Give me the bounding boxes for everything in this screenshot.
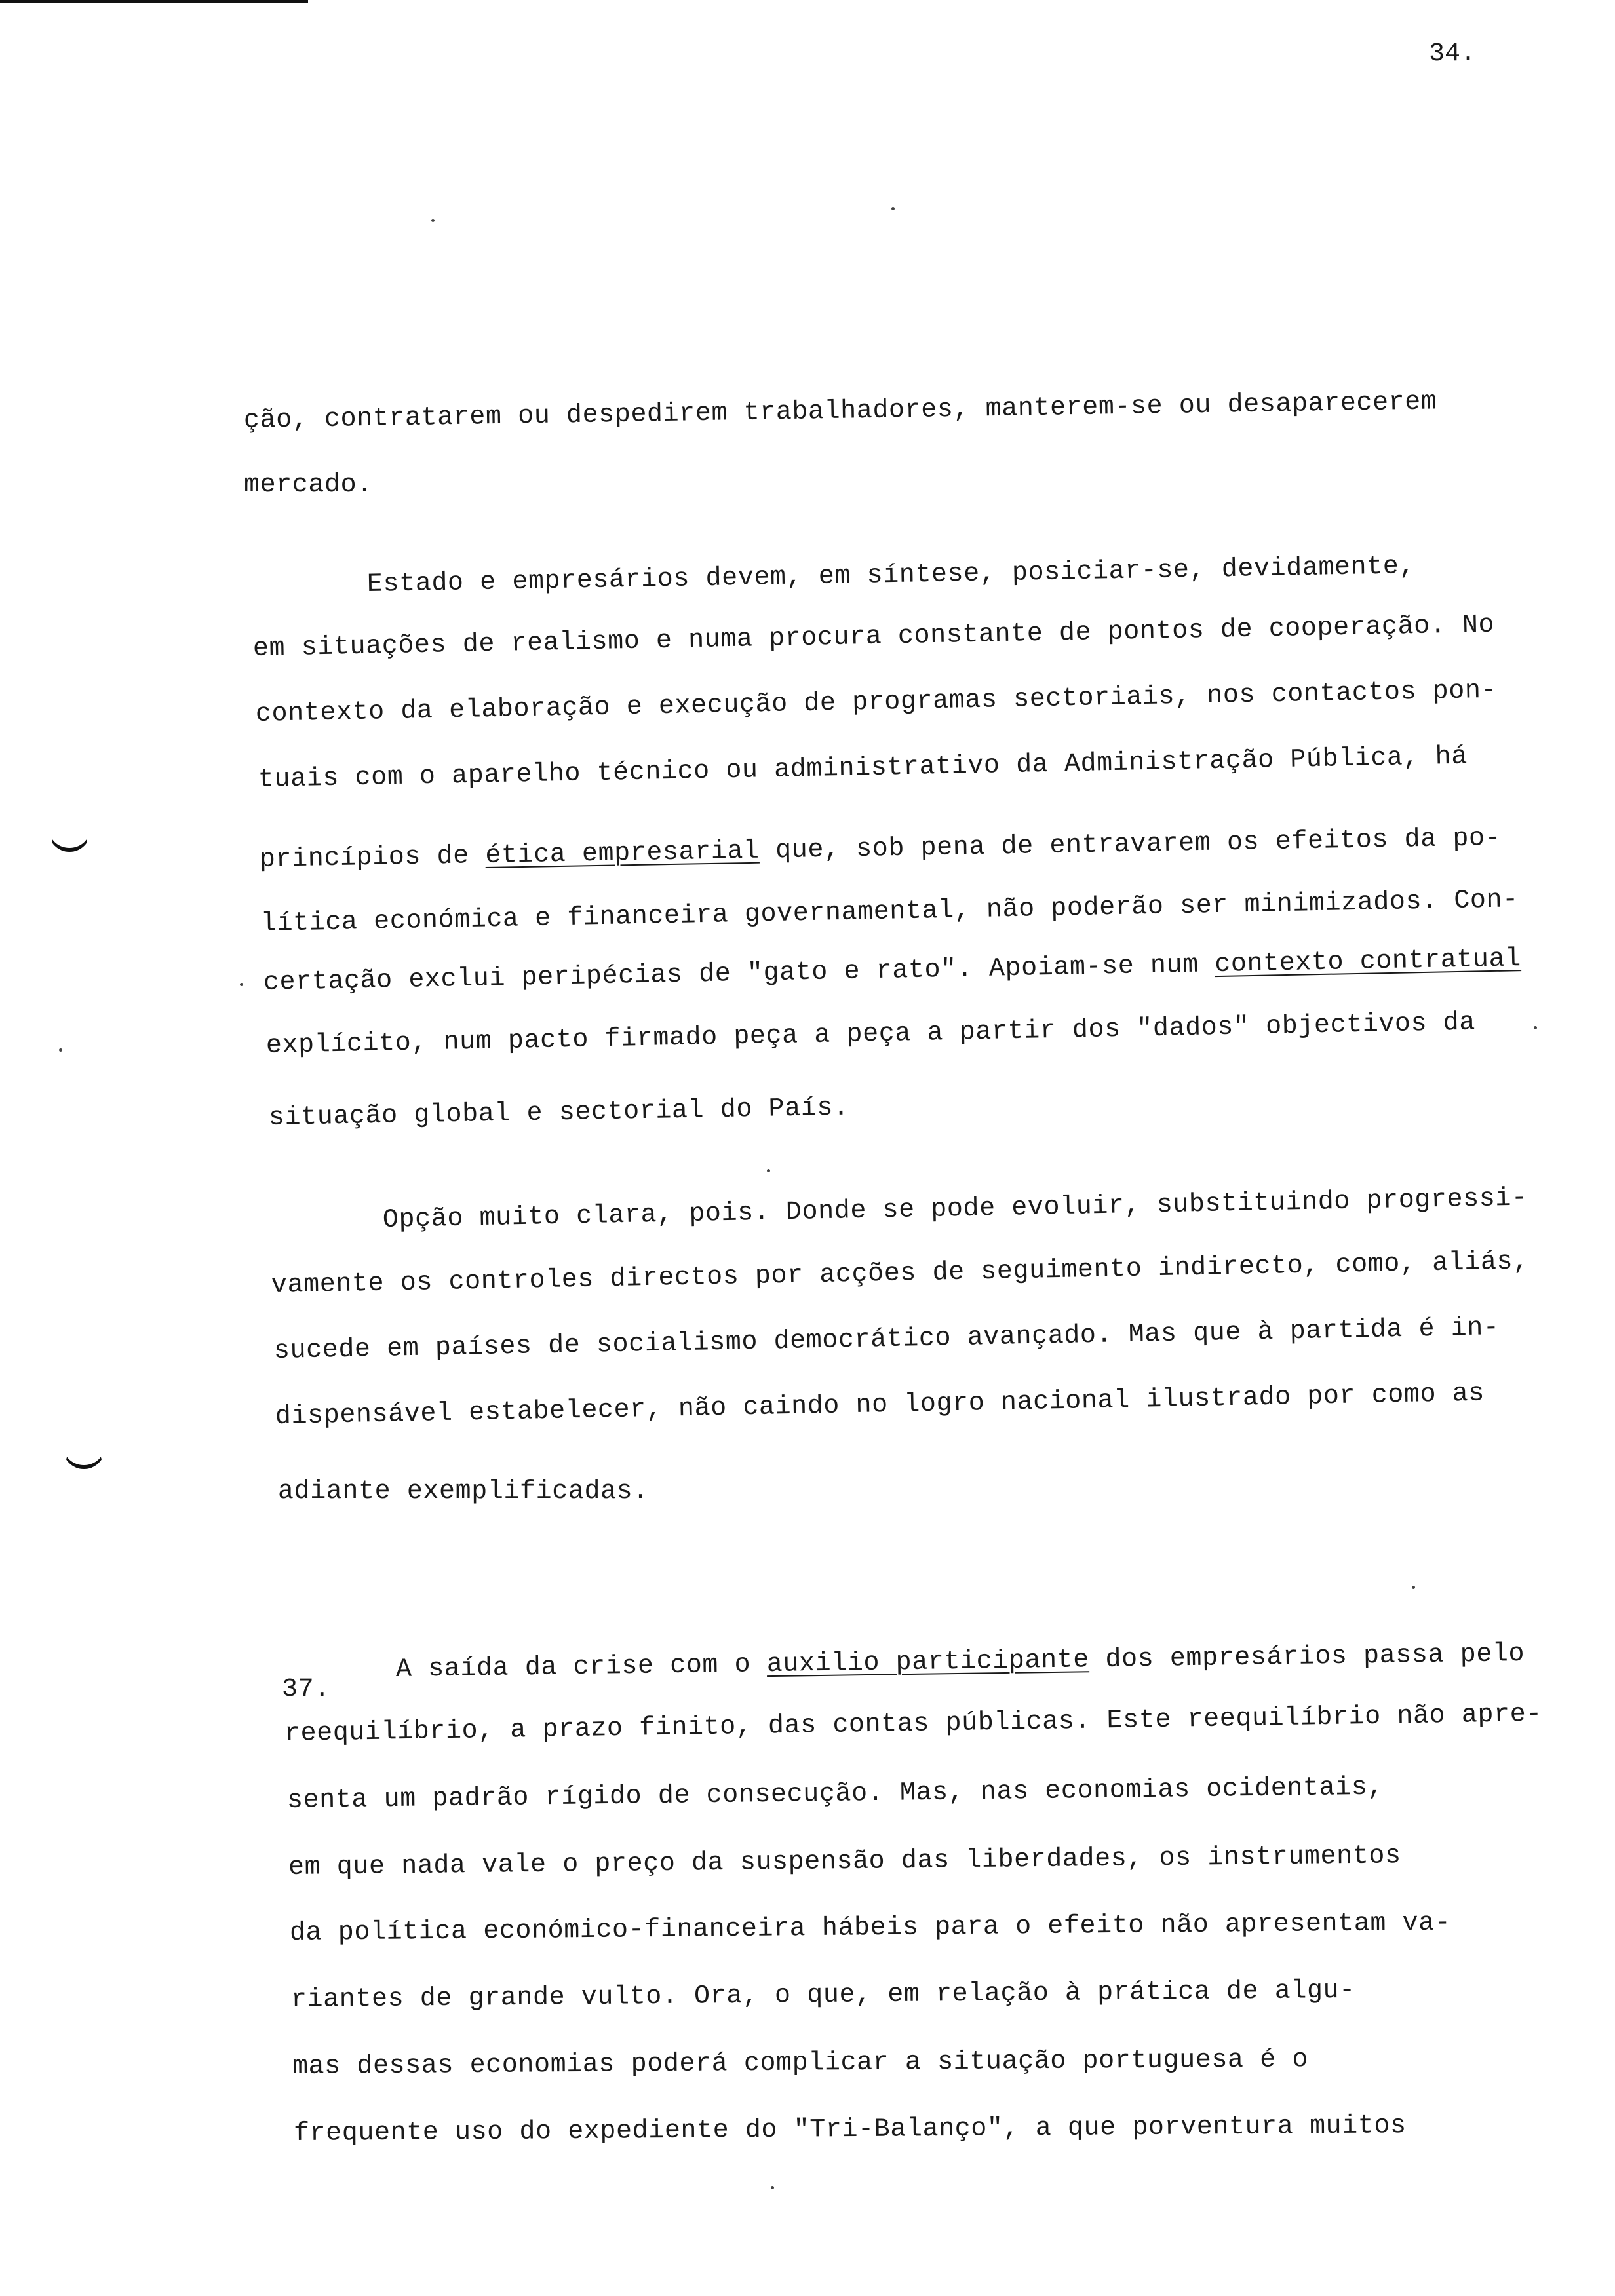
- text-line: dispensável estabelecer, não caindo no logro nacional ilustrado por como as: [275, 1379, 1485, 1432]
- text-line: explícito, num pacto firmado peça a peça a partir dos "dados" objectivos da: [265, 1008, 1476, 1061]
- scan-speck: [1412, 1586, 1415, 1589]
- text-segment: princípios de: [259, 841, 470, 875]
- text-segment: que, sob pena de entravarem os efeitos da po-: [775, 823, 1502, 866]
- text-line-with-underline: [263, 944, 1522, 998]
- text-line-with-underline: [396, 1639, 1525, 1685]
- text-line-with-underline: [260, 824, 1502, 875]
- text-line: vamente os controles directos por acções de seguimento indirecto, como, aliás,: [271, 1247, 1530, 1301]
- text-line: Estado e empresários devem, em síntese, posiciar-se, devidamente,: [366, 552, 1416, 600]
- text-segment: A saída da crise com o: [395, 1650, 751, 1685]
- text-line: sucede em países de socialismo democrático avançado. Mas que à partida é in-: [273, 1313, 1500, 1366]
- scan-speck: [767, 1169, 770, 1172]
- text-line: riantes de grande vulto. Ora, o que, em relação à prática de algu-: [290, 1976, 1355, 2015]
- scan-speck: [1534, 1026, 1537, 1029]
- text-line: senta um padrão rígido de consecução. Mas, nas economias ocidentais,: [286, 1772, 1384, 1816]
- text-line: situação global e sectorial do País.: [268, 1093, 850, 1133]
- scan-speck: [771, 2186, 774, 2189]
- text-line: Opção muito clara, pois. Donde se pode evoluir, substituindo progressi-: [382, 1183, 1528, 1235]
- text-line: tuais com o aparelho técnico ou administrativo da Administração Pública, há: [258, 742, 1468, 795]
- text-line: contexto da elaboração e execução de programas sectoriais, nos contactos pon-: [255, 676, 1498, 729]
- page-number: 34.: [1429, 39, 1477, 69]
- text-line: em que nada vale o preço da suspensão das liberdades, os instrumentos: [288, 1841, 1401, 1883]
- top-edge-rule: [0, 0, 308, 3]
- text-line: mas dessas economias poderá complicar a situação portuguesa é o: [292, 2045, 1309, 2082]
- scan-speck: [891, 207, 895, 210]
- binding-hole-mark: [63, 1445, 105, 1469]
- text-line: frequente uso do expediente do "Tri-Balanço", a que porventura muitos: [293, 2111, 1407, 2149]
- scan-speck: [431, 219, 435, 222]
- text-segment: certação exclui peripécias de "gato e rato". Apoiam-se num: [263, 950, 1199, 998]
- underlined-term: contexto contratual: [1214, 944, 1522, 980]
- text-line: adiante exemplificadas.: [278, 1477, 649, 1506]
- text-line: da política económico-financeira hábeis para o efeito não apresentam va-: [289, 1908, 1451, 1948]
- section-number: 37.: [282, 1675, 330, 1704]
- text-line: reequilíbrio, a prazo finito, das contas públicas. Este reequilíbrio não apre-: [284, 1699, 1543, 1749]
- binding-hole-mark: [49, 828, 90, 852]
- text-line: em situações de realismo e numa procura constante de pontos de cooperação. No: [252, 610, 1495, 664]
- underlined-term: auxilio participante: [766, 1645, 1090, 1680]
- text-line: lítica económica e financeira governamental, não poderão ser minimizados. Con-: [260, 885, 1519, 939]
- text-segment: dos empresários passa pelo: [1105, 1639, 1525, 1675]
- text-line: ção, contratarem ou despedirem trabalhadores, manterem-se ou desaparecerem: [243, 387, 1437, 436]
- scan-speck: [59, 1048, 62, 1052]
- underlined-term: ética empresarial: [485, 836, 760, 871]
- text-line: mercado.: [244, 470, 373, 500]
- scan-speck: [240, 983, 243, 986]
